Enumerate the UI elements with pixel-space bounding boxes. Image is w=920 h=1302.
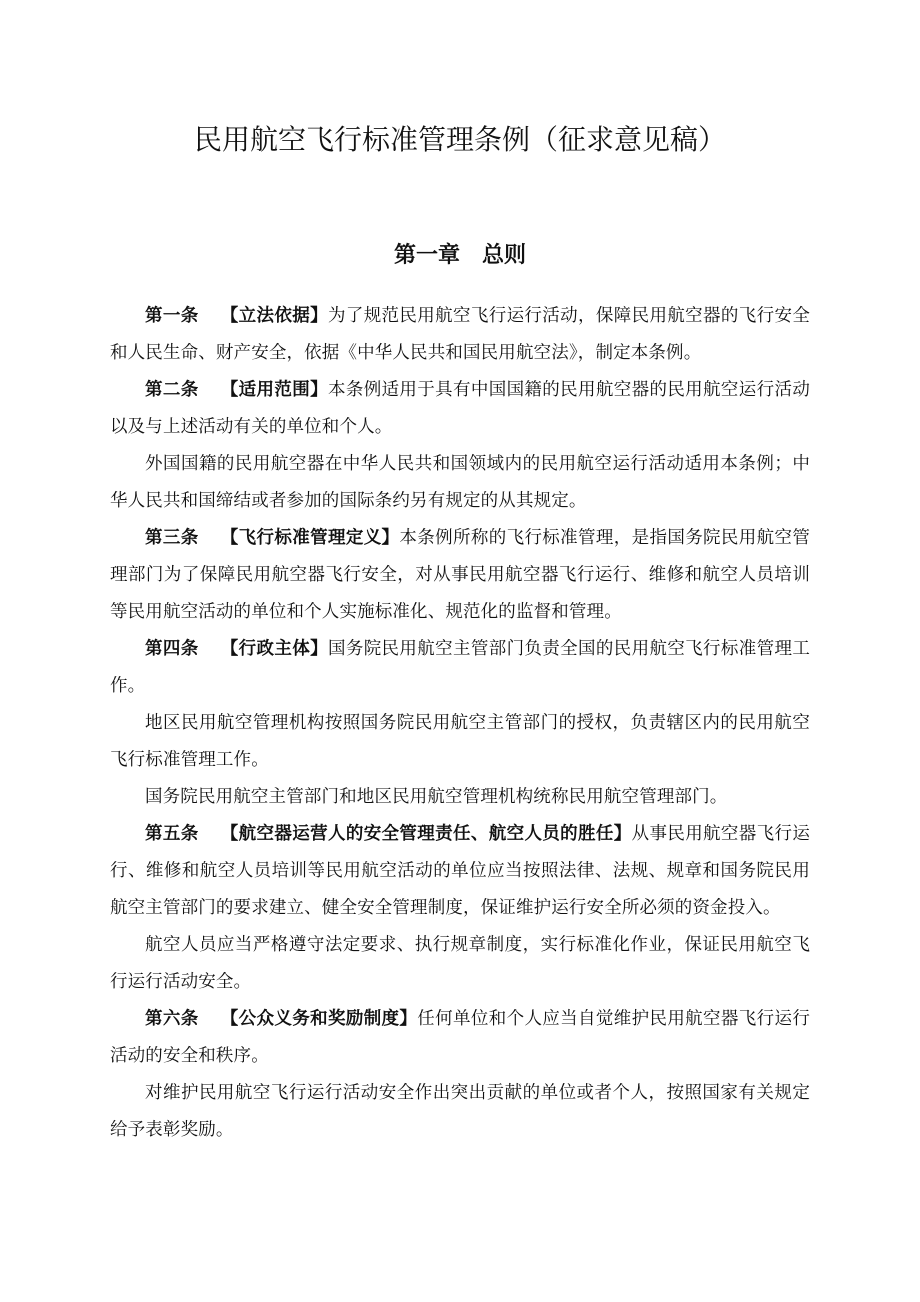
article-heading: 【行政主体】: [220, 639, 328, 659]
article-number: 第一条: [145, 306, 199, 326]
article-number: 第五条: [145, 824, 199, 844]
article-text: 本条例适用于具有中国国籍的民用航空器的民用航空运行活动以及与上述活动有关的单位和个人。: [110, 380, 810, 437]
body-paragraph: 外国国籍的民用航空器在中华人民共和国领域内的民用航空运行活动适用本条例；中华人民共和国缔结或者参加的国际条约另有规定的从其规定。: [110, 454, 810, 511]
article-text: 为了规范民用航空飞行运行活动，保障民用航空器的飞行安全和人民生命、财产安全，依据《中华人民共和国民用航空法》，制定本条例。: [110, 306, 810, 363]
article-text: 国务院民用航空主管部门负责全国的民用航空飞行标准管理工作。: [110, 639, 810, 696]
document-body: [110, 298, 810, 1149]
article-paragraph: [110, 298, 810, 372]
article-heading: 【立法依据】: [220, 306, 328, 326]
body-paragraph: 航空人员应当严格遵守法定要求、执行规章制度，实行标准化作业，保证民用航空飞行运行活动安全。: [110, 935, 810, 992]
article-text: 从事民用航空器飞行运行、维修和航空人员培训等民用航空活动的单位应当按照法律、法规、规章和国务院民用航空主管部门的要求建立、健全安全管理制度，保证维护运行安全所必须的资金投入。: [110, 824, 811, 918]
article-paragraph: [110, 1001, 810, 1075]
body-paragraph: 地区民用航空管理机构按照国务院民用航空主管部门的授权，负责辖区内的民用航空飞行标准管理工作。: [110, 713, 810, 770]
article-number: 第六条: [145, 1009, 199, 1029]
body-paragraph: 对维护民用航空飞行运行活动安全作出突出贡献的单位或者个人，按照国家有关规定给予表彰奖励。: [110, 1083, 810, 1140]
article-paragraph: [110, 372, 810, 446]
article-heading: 【飞行标准管理定义】: [220, 528, 400, 548]
chapter-number: 第一章: [393, 243, 460, 268]
chapter-name: 总则: [482, 243, 527, 268]
document-title: 民用航空飞行标准管理条例（征求意见稿）: [193, 123, 726, 156]
article-heading: 【航空器运营人的安全管理责任、航空人员的胜任】: [220, 824, 632, 844]
body-paragraph: 国务院民用航空主管部门和地区民用航空管理机构统称民用航空管理部门。: [145, 787, 728, 807]
article-number: 第四条: [145, 639, 199, 659]
article-number: 第三条: [145, 528, 199, 548]
article-heading: 【适用范围】: [220, 380, 328, 400]
article-paragraph: [110, 631, 810, 705]
article-text: 任何单位和个人应当自觉维护民用航空器飞行运行活动的安全和秩序。: [110, 1009, 811, 1066]
chapter-title: [0, 236, 920, 276]
article-paragraph: [110, 520, 810, 631]
article-number: 第二条: [145, 380, 199, 400]
article-paragraph: [110, 816, 810, 927]
article-heading: 【公众义务和奖励制度】: [220, 1009, 418, 1029]
article-text: 本条例所称的飞行标准管理，是指国务院民用航空管理部门为了保障民用航空器飞行安全，对从事民用航空器飞行运行、维修和航空人员培训等民用航空活动的单位和个人实施标准化、规范化的监督和管理。: [110, 528, 811, 622]
